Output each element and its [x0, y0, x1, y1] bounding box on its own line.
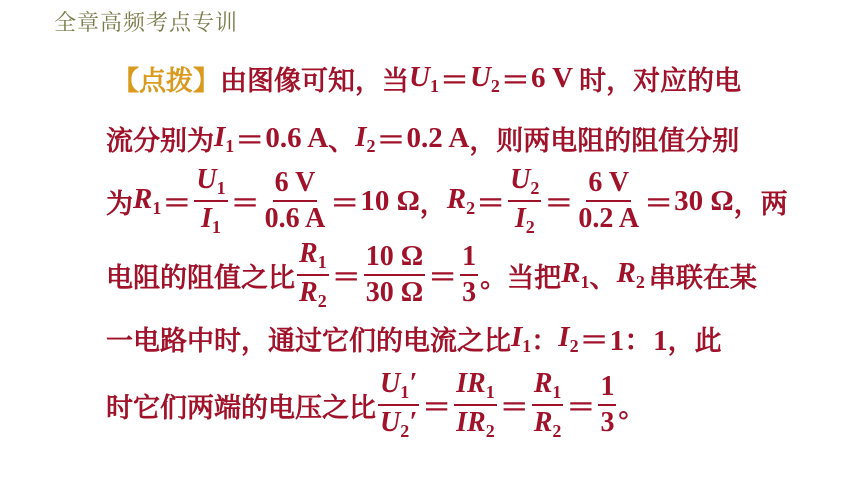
- enumeration-comma: 、: [328, 126, 356, 157]
- equals-sign: ＝: [428, 261, 458, 294]
- equals-sign: ＝: [579, 325, 609, 357]
- fraction-u1-over-i1: $\frac{U_1}{I_1}$: [196, 164, 226, 237]
- current-value-1: 0.6 A: [265, 122, 329, 154]
- symbol-i1: $I_1$: [511, 320, 532, 356]
- text-segment: 一电路中时，通过它们的电流之比: [106, 326, 511, 357]
- explanation-line-2: [106, 118, 739, 159]
- equals-sign: ＝: [331, 261, 361, 294]
- explanation-line-5: [106, 318, 722, 359]
- text-segment: 为: [106, 188, 133, 220]
- equals-sign: ＝: [644, 187, 674, 220]
- explanation-line-3: [106, 166, 788, 236]
- resistance-value-1: 10 Ω: [360, 184, 420, 217]
- equals-sign: ＝: [422, 391, 452, 424]
- symbol-r1: $R_1$: [561, 257, 590, 292]
- symbol-i2: $I_2$: [558, 320, 579, 356]
- fraction-u2-over-i2: $\frac{U_2}{I_2}$: [510, 164, 540, 237]
- equals-sign: ＝: [162, 187, 192, 220]
- text-segment: 由图像可知，当: [220, 66, 409, 97]
- explanation-line-4: [106, 240, 757, 310]
- current-value-2: 0.2 A: [406, 122, 470, 154]
- text-segment: ，两: [733, 188, 788, 220]
- fraction-one-third: $\frac{1}{3}$: [600, 371, 615, 438]
- equals-sign: ＝: [544, 187, 574, 220]
- fraction-r1-over-r2: $\frac{R_1}{R_2}$: [299, 238, 327, 311]
- text-segment: 时，对应的电: [579, 66, 742, 97]
- explanation-line-1: [112, 58, 741, 99]
- equals-sign: ＝: [499, 391, 529, 424]
- explanation-line-6: [106, 370, 645, 440]
- current-ratio-value: 1：1: [609, 325, 668, 357]
- equals-sign: ＝: [330, 187, 360, 220]
- text-segment: ，此: [667, 326, 722, 357]
- equals-sign: ＝: [439, 65, 469, 97]
- text-segment: 串联在某: [648, 262, 757, 294]
- equals-sign: ＝: [235, 125, 265, 157]
- symbol-i1: $I_1$: [214, 120, 235, 156]
- text-segment: 时它们两端的电压之比: [106, 392, 376, 424]
- fraction-6v-over-0-2a: $\frac{6 V}{0.2 A}$: [578, 167, 640, 234]
- fraction-u1p-over-u2p: $\frac{U_1'}{U_2'}$: [380, 368, 418, 441]
- fraction-r1-over-r2: $\frac{R_1}{R_2}$: [533, 368, 562, 441]
- comma: ，: [419, 188, 447, 220]
- hint-tag: 【点拨】: [112, 66, 220, 97]
- symbol-u1: $U_1$: [409, 60, 439, 96]
- symbol-r1: $R_1$: [133, 183, 162, 218]
- fraction-ir1-over-ir2: $\frac{IR_1}{IR_2}$: [456, 368, 495, 441]
- period: 。: [618, 392, 646, 424]
- equals-sign: ＝: [476, 187, 506, 220]
- equals-sign: ＝: [500, 65, 530, 97]
- text-segment: 电阻的阻值之比: [106, 262, 295, 294]
- text-segment: 流分别为: [106, 126, 214, 157]
- symbol-r2: $R_2$: [446, 183, 476, 218]
- symbol-i2: $I_2$: [355, 120, 376, 156]
- enumeration-comma: 、: [589, 262, 617, 294]
- fraction-6v-over-0-6a: $\frac{6 V}{0.6 A}$: [264, 167, 326, 234]
- voltage-value: 6 V: [530, 62, 574, 94]
- fraction-one-third: $\frac{1}{3}$: [462, 241, 477, 308]
- equals-sign: ＝: [230, 187, 260, 220]
- symbol-r2: $R_2$: [616, 257, 645, 292]
- symbol-u2: $U_2$: [469, 60, 500, 96]
- equals-sign: ＝: [566, 391, 596, 424]
- equals-sign: ＝: [376, 125, 406, 157]
- ratio-colon: ：: [531, 326, 559, 357]
- text-segment: 。当把: [480, 262, 562, 294]
- resistance-value-2: 30 Ω: [674, 184, 734, 217]
- text-segment: ，则两电阻的阻值分别: [469, 126, 740, 157]
- fraction-10-over-30-ohm: $\frac{10 \Omega}{30 \Omega}$: [365, 241, 424, 308]
- page-header: 全章高频考点专训: [54, 11, 239, 36]
